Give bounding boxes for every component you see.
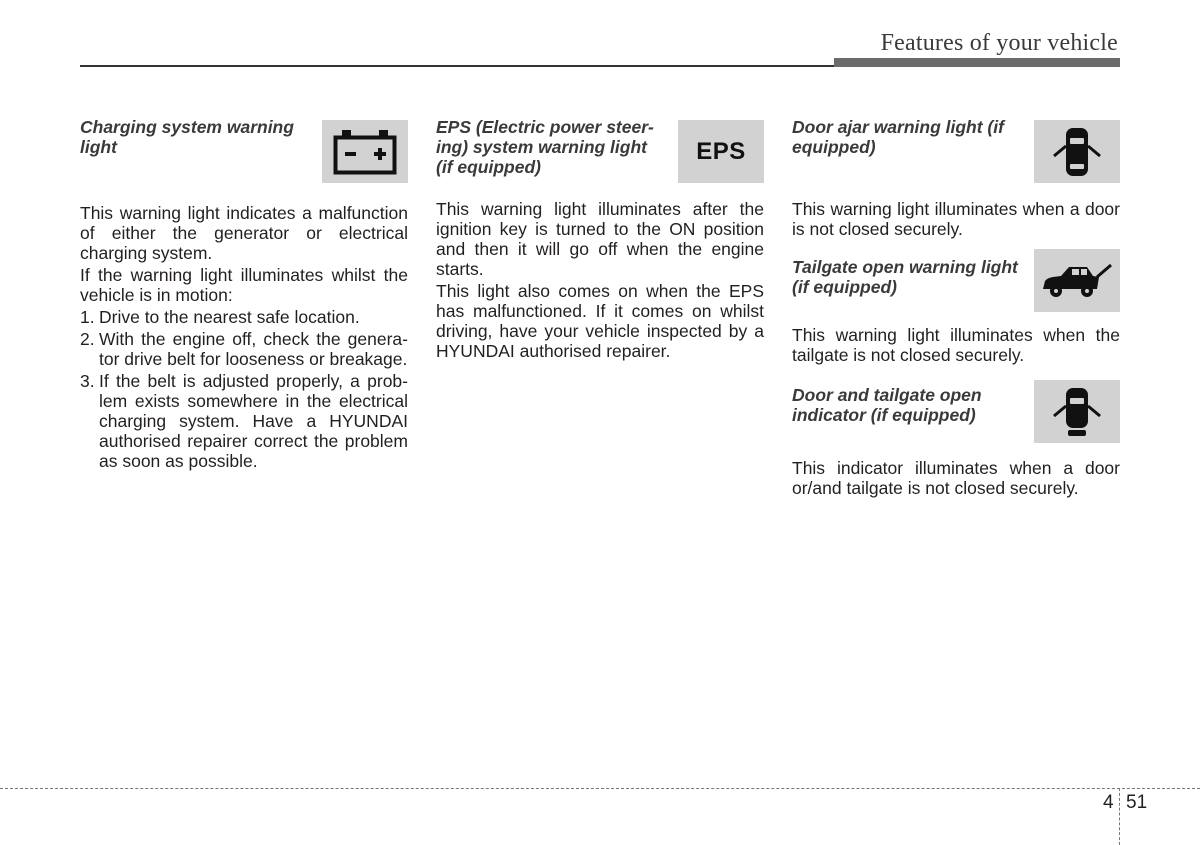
battery-icon — [322, 120, 408, 183]
footer-dashed-divider — [1119, 788, 1120, 845]
charging-paragraph-1: This warning light indicates a malfunction of either the generator or electrical charging system. — [80, 203, 408, 263]
eps-title: EPS (Electric power steering) system warning light (if equipped) — [436, 117, 654, 177]
page-header-title: Features of your vehicle — [880, 30, 1118, 56]
door-tailgate-text: This indicator illuminates when a door or/and tailgate is not closed securely. — [792, 458, 1120, 498]
column-2 — [436, 117, 764, 363]
door-ajar-title: Door ajar warning light (if equipped) — [792, 117, 1004, 157]
eps-paragraph-1: This warning light illuminates after the ignition key is turned to the ON position and then it will go off when the engine starts. — [436, 199, 764, 279]
step-text: With the engine off, check the generator drive belt for looseness or breakage. — [99, 329, 408, 369]
door-tailgate-header — [792, 385, 1120, 459]
footer-dashed-rule — [0, 788, 1200, 789]
door-tailgate-section — [792, 385, 1120, 498]
car-tailgate-open-icon — [1034, 249, 1120, 312]
step-number: 2. — [80, 329, 95, 349]
charging-section-header — [80, 117, 408, 191]
list-item — [80, 329, 408, 369]
car-door-open-icon — [1034, 120, 1120, 183]
door-tailgate-title: Door and tailgate open indicator (if equipped) — [792, 385, 982, 425]
header-rule — [80, 65, 840, 67]
charging-paragraph-2: If the warning light illuminates whilst the vehicle is in motion: — [80, 265, 408, 305]
tailgate-text: This warning light illuminates when the tailgate is not closed securely. — [792, 325, 1120, 365]
tailgate-section — [792, 257, 1120, 365]
column-3 — [792, 117, 1120, 500]
tailgate-title: Tailgate open warning light (if equipped) — [792, 257, 1018, 297]
eps-paragraph-2: This light also comes on when the EPS has malfunctioned. If it comes on whilst driving, have your vehicle inspected by a HYUNDAI authorised repairer. — [436, 281, 764, 361]
list-item — [80, 371, 408, 471]
column-1 — [80, 117, 408, 473]
charging-system-section — [80, 117, 408, 471]
eps-icon — [678, 120, 764, 183]
door-ajar-section — [792, 117, 1120, 239]
page-number: 51 — [1126, 792, 1148, 813]
eps-icon-label: EPS — [696, 137, 746, 165]
eps-section-header — [436, 117, 764, 191]
door-ajar-text: This warning light illuminates when a door is not closed securely. — [792, 199, 1120, 239]
charging-system-title: Charging system warning light — [80, 117, 294, 157]
tailgate-header — [792, 257, 1120, 331]
chapter-number: 4 — [1103, 792, 1114, 813]
step-text: Drive to the nearest safe location. — [99, 307, 360, 327]
header-rule-accent — [834, 58, 1120, 67]
charging-steps-list — [80, 307, 408, 471]
list-item — [80, 307, 408, 327]
door-ajar-header — [792, 117, 1120, 191]
eps-section — [436, 117, 764, 361]
step-number: 1. — [80, 307, 95, 327]
step-number: 3. — [80, 371, 95, 391]
car-door-tailgate-open-icon — [1034, 380, 1120, 443]
step-text: If the belt is adjusted properly, a problem exists somewhere in the electrical charging system. Have a HYUNDAI authorised repairer correct the problem as soon as possible. — [99, 371, 408, 471]
